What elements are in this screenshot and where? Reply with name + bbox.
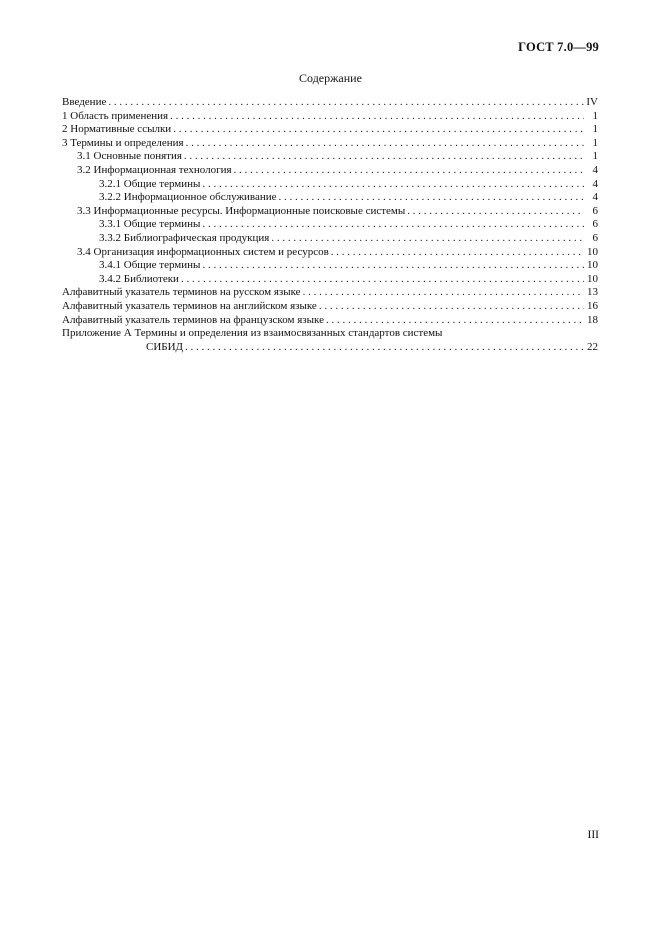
toc-entry-label: Алфавитный указатель терминов на английском языке [62,299,317,312]
toc-entry-normative-references[interactable] [62,123,598,137]
toc-entry-label: 3.3.1 Общие термины [99,218,201,231]
toc-entry-index-english[interactable] [62,300,598,314]
dot-leader [271,232,584,246]
dot-leader [202,218,584,232]
toc-entry-bibliographic-products[interactable] [62,232,598,246]
dot-leader [108,96,584,110]
toc-entry-label: 3.2 Информационная технология [77,163,232,176]
toc-entry-page: 18 [587,313,598,326]
dot-leader [186,137,584,151]
toc-entry-index-french[interactable] [62,314,598,328]
dot-leader [173,123,584,137]
table-of-contents [62,96,598,354]
toc-entry-label: 3.4 Организация информационных систем и ресурсов [77,245,329,258]
toc-entry-appendix-a-continued[interactable] [62,341,598,355]
dot-leader [303,286,584,300]
dot-leader [279,191,584,205]
toc-entry-page: 1 [592,109,598,122]
toc-entry-page: 1 [592,123,598,136]
toc-entry-general-terms-341[interactable] [62,259,598,273]
dot-leader [185,341,584,355]
toc-entry-scope[interactable] [62,110,598,124]
toc-entry-introduction[interactable] [62,96,598,110]
toc-entry-label: 3.4.2 Библиотеки [99,272,179,285]
toc-entry-page: IV [586,96,598,108]
dot-leader [181,273,584,287]
toc-entry-label: Алфавитный указатель терминов на русском языке [62,286,301,299]
toc-entry-page: 4 [592,163,598,176]
toc-entry-page: 10 [587,245,598,258]
toc-entry-page: 13 [587,286,598,299]
toc-entry-label: 3 Термины и определения [62,136,184,149]
toc-entry-appendix-a[interactable] [62,327,598,341]
toc-entry-general-terms-331[interactable] [62,218,598,232]
dot-leader [331,246,584,260]
toc-entry-label: 1 Область применения [62,109,169,122]
toc-entry-label: 2 Нормативные ссылки [62,123,172,136]
toc-entry-label: Введение [62,96,107,108]
toc-entry-page: 4 [592,177,598,190]
toc-entry-page: 1 [592,150,598,163]
page-number: III [587,829,599,841]
toc-entry-label: 3.2.1 Общие термины [99,177,201,190]
dot-leader [202,178,584,192]
toc-entry-page: 6 [592,231,598,244]
dot-leader [326,314,584,328]
toc-entry-index-russian[interactable] [62,286,598,300]
toc-entry-page: 10 [587,259,598,272]
toc-entry-information-technology[interactable] [62,164,598,178]
dot-leader [170,110,584,124]
document-header: ГОСТ 7.0—99 [518,40,599,54]
dot-leader [234,164,584,178]
dot-leader [202,259,584,273]
toc-entry-libraries[interactable] [62,273,598,287]
toc-entry-page: 1 [592,136,598,149]
toc-entry-label: 3.1 Основные понятия [77,150,182,163]
toc-entry-label: 3.3 Информационные ресурсы. Информационные поисковые системы [77,204,406,217]
dot-leader [184,150,584,164]
toc-entry-label: Алфавитный указатель терминов на французском языке [62,313,324,326]
dot-leader [407,205,584,219]
toc-entry-organization-of-systems[interactable] [62,246,598,260]
toc-entry-label: 3.2.2 Информационное обслуживание [99,191,277,204]
toc-entry-information-service[interactable] [62,191,598,205]
toc-entry-basic-concepts[interactable] [62,150,598,164]
toc-entry-label: 3.4.1 Общие термины [99,259,201,272]
toc-entry-label: Приложение А Термины и определения из взаимосвязанных стандартов системы [62,327,443,340]
toc-entry-page: 16 [587,299,598,312]
toc-entry-page: 4 [592,191,598,204]
toc-entry-general-terms-321[interactable] [62,178,598,192]
toc-entry-label: 3.3.2 Библиографическая продукция [99,231,270,244]
toc-entry-page: 10 [587,272,598,285]
toc-entry-terms-and-definitions[interactable] [62,137,598,151]
toc-entry-label: СИБИД [146,340,184,353]
toc-entry-page: 22 [587,340,598,353]
toc-title: Содержание [299,71,362,85]
toc-entry-information-resources[interactable] [62,205,598,219]
toc-entry-page: 6 [592,204,598,217]
toc-entry-page: 6 [592,218,598,231]
dot-leader [319,300,584,314]
